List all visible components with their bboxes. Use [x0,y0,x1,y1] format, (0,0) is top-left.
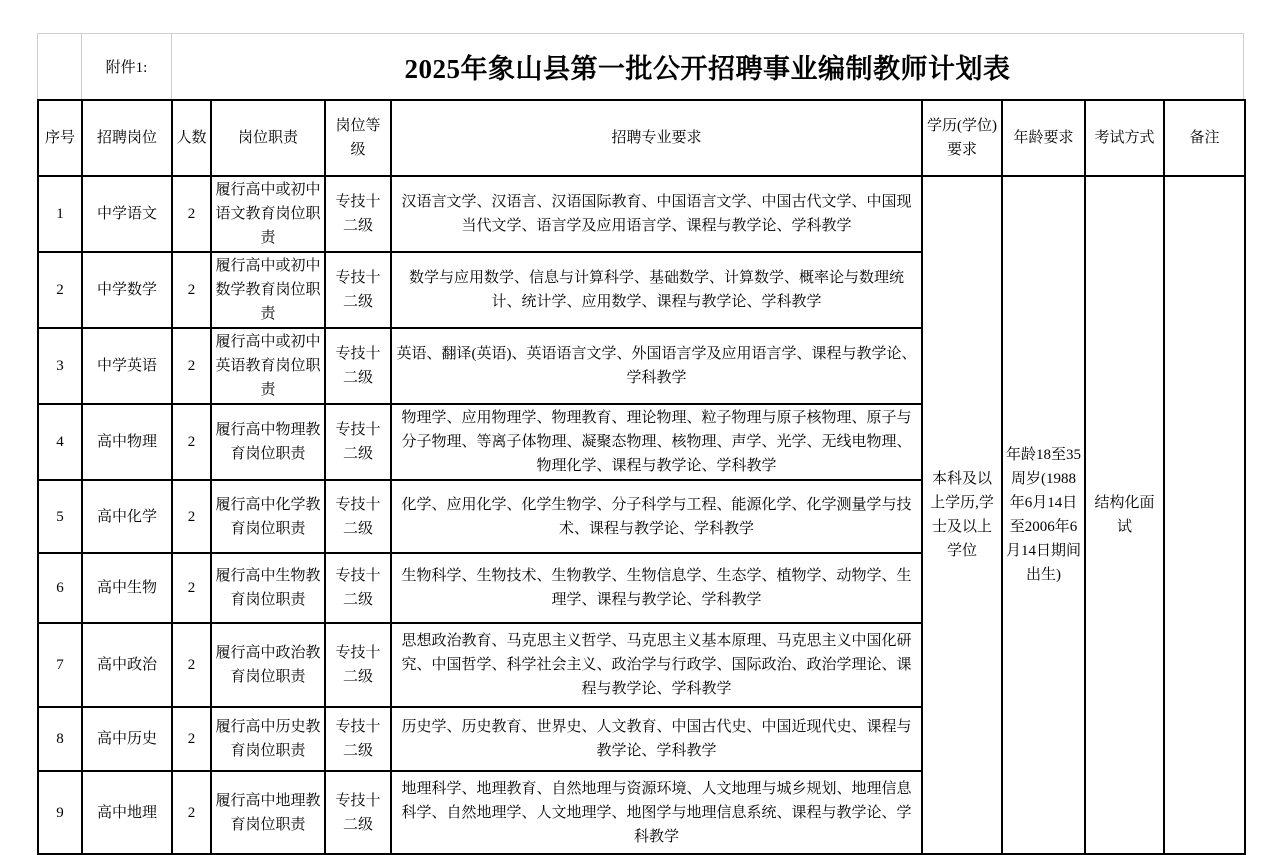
column-header-count: 人数 [172,100,211,176]
title-band-empty-cell [38,34,82,99]
document-sheet [37,33,1244,855]
cell-duty: 履行高中物理教育岗位职责 [211,404,325,480]
cell-position: 高中化学 [82,480,172,553]
cell-count: 2 [172,623,211,707]
column-header-no: 序号 [38,100,82,176]
cell-position: 高中历史 [82,707,172,771]
cell-position: 高中地理 [82,771,172,854]
cell-education-merged: 本科及以上学历,学士及以上学位 [922,176,1002,854]
recruitment-table [37,99,1246,855]
column-header-exam: 考试方式 [1085,100,1164,176]
cell-duty: 履行高中地理教育岗位职责 [211,771,325,854]
cell-majors: 历史学、历史教育、世界史、人文教育、中国古代史、中国近现代史、课程与教学论、学科教学 [391,707,922,771]
cell-grade: 专技十二级 [325,404,391,480]
cell-grade: 专技十二级 [325,553,391,623]
cell-grade: 专技十二级 [325,623,391,707]
cell-duty: 履行高中或初中语文教育岗位职责 [211,176,325,252]
cell-no: 4 [38,404,82,480]
cell-count: 2 [172,404,211,480]
cell-position: 高中物理 [82,404,172,480]
cell-count: 2 [172,707,211,771]
cell-count: 2 [172,176,211,252]
cell-position: 中学英语 [82,328,172,404]
cell-grade: 专技十二级 [325,771,391,854]
cell-grade: 专技十二级 [325,707,391,771]
column-header-grade: 岗位等级 [325,100,391,176]
cell-no: 5 [38,480,82,553]
cell-no: 9 [38,771,82,854]
cell-no: 2 [38,252,82,328]
column-header-duty: 岗位职责 [211,100,325,176]
cell-remark-merged [1164,176,1245,854]
cell-grade: 专技十二级 [325,480,391,553]
cell-majors: 思想政治教育、马克思主义哲学、马克思主义基本原理、马克思主义中国化研究、中国哲学、科学社会主义、政治学与行政学、国际政治、政治学理论、课程与教学论、学科教学 [391,623,922,707]
cell-exam-merged: 结构化面试 [1085,176,1164,854]
cell-duty: 履行高中历史教育岗位职责 [211,707,325,771]
cell-count: 2 [172,480,211,553]
cell-count: 2 [172,328,211,404]
cell-count: 2 [172,771,211,854]
cell-majors: 化学、应用化学、化学生物学、分子科学与工程、能源化学、化学测量学与技术、课程与教学论、学科教学 [391,480,922,553]
page-title: 2025年象山县第一批公开招聘事业编制教师计划表 [404,54,1011,84]
column-header-age: 年龄要求 [1002,100,1085,176]
cell-no: 7 [38,623,82,707]
cell-grade: 专技十二级 [325,252,391,328]
cell-position: 中学语文 [82,176,172,252]
cell-grade: 专技十二级 [325,176,391,252]
cell-no: 3 [38,328,82,404]
cell-no: 6 [38,553,82,623]
table-row [38,176,1245,252]
cell-grade: 专技十二级 [325,328,391,404]
cell-duty: 履行高中化学教育岗位职责 [211,480,325,553]
cell-majors: 生物科学、生物技术、生物教学、生物信息学、生态学、植物学、动物学、生理学、课程与教学论、学科教学 [391,553,922,623]
cell-position: 高中政治 [82,623,172,707]
title-band [37,33,1244,99]
cell-count: 2 [172,252,211,328]
cell-count: 2 [172,553,211,623]
cell-majors: 汉语言文学、汉语言、汉语国际教育、中国语言文学、中国古代文学、中国现当代文学、语言学及应用语言学、课程与教学论、学科教学 [391,176,922,252]
cell-duty: 履行高中生物教育岗位职责 [211,553,325,623]
cell-majors: 物理学、应用物理学、物理教育、理论物理、粒子物理与原子核物理、原子与分子物理、等离子体物理、凝聚态物理、核物理、声学、光学、无线电物理、物理化学、课程与教学论、学科教学 [391,404,922,480]
cell-majors: 地理科学、地理教育、自然地理与资源环境、人文地理与城乡规划、地理信息科学、自然地理学、人文地理学、地图学与地理信息系统、课程与教学论、学科教学 [391,771,922,854]
cell-majors: 数学与应用数学、信息与计算科学、基础数学、计算数学、概率论与数理统计、统计学、应用数学、课程与教学论、学科教学 [391,252,922,328]
cell-no: 8 [38,707,82,771]
column-header-position: 招聘岗位 [82,100,172,176]
cell-position: 高中生物 [82,553,172,623]
column-header-education: 学历(学位)要求 [922,100,1002,176]
attachment-label: 附件1: [82,34,172,99]
cell-age-merged: 年龄18至35周岁(1988年6月14日至2006年6月14日期间出生) [1002,176,1085,854]
cell-duty: 履行高中或初中数学教育岗位职责 [211,252,325,328]
cell-majors: 英语、翻译(英语)、英语语言文学、外国语言学及应用语言学、课程与教学论、学科教学 [391,328,922,404]
column-header-majors: 招聘专业要求 [391,100,922,176]
header-row [38,100,1245,176]
cell-position: 中学数学 [82,252,172,328]
cell-no: 1 [38,176,82,252]
cell-duty: 履行高中或初中英语教育岗位职责 [211,328,325,404]
column-header-remark: 备注 [1164,100,1245,176]
cell-duty: 履行高中政治教育岗位职责 [211,623,325,707]
